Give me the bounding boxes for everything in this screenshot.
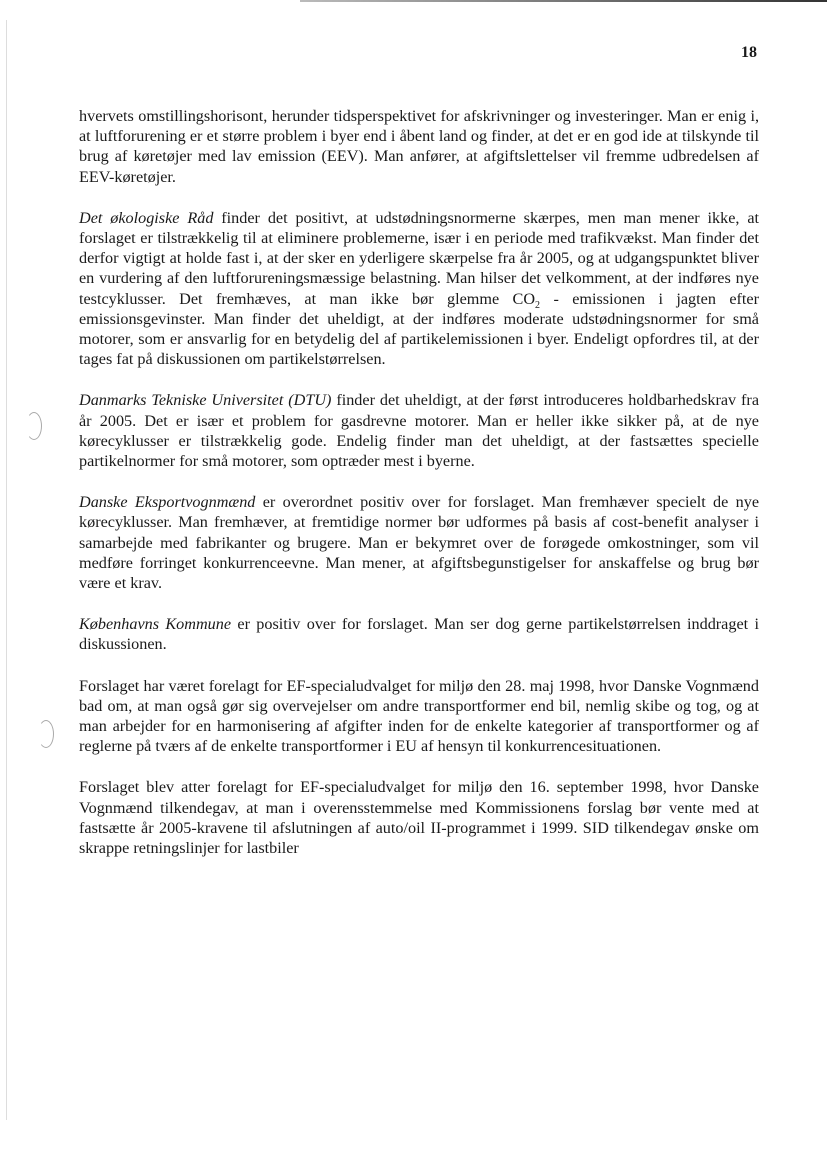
paragraph-specialudvalg-september [79, 777, 759, 858]
punch-hole-mark [26, 412, 42, 440]
paragraph-koebenhavns-kommune [79, 614, 759, 654]
organization-name: Danske Eksportvognmænd [79, 493, 256, 512]
paragraph-text: er positiv over for forslaget. Man ser dog gerne partikelstørrelsen inddraget i diskussionen. [79, 615, 759, 654]
document-body [79, 106, 759, 879]
left-scan-edge [6, 20, 7, 1120]
organization-name: Danmarks Tekniske Universitet (DTU) [79, 391, 332, 410]
top-scan-edge [300, 0, 827, 2]
organization-name: Det økologiske Råd [79, 208, 214, 227]
paragraph-text: hvervets omstillingshorisont, herunder tidsperspektivet for afskrivninger og investeringer. Man er enig i, at luftforurening er et større problem i byer end i åbent land og finder, at det er en god ide at tilskynde til brug af køretøjer med lav emission (EEV). Man anfører, at afgiftslettelser vil fremme udbredelsen af EEV-køretøjer. [79, 107, 759, 186]
page-number: 18 [741, 44, 757, 61]
paragraph-text: er overordnet positiv over for forslaget. Man fremhæver specielt de nye kørecyklusser. Man fremhæver, at fremtidige normer bør udformes på basis af cost-benefit analyser i samarbejde med fabrikanter og brugere. Man er bekymret over de forøgede omkostninger, som vil medføre forringet konkurrenceevne. Man mener, at afgiftsbegunstigelser for anskaffelse og brug bør være et krav. [79, 493, 760, 593]
paragraph-text: Forslaget har været forelagt for EF-specialudvalget for miljø den 28. maj 1998, hvor Danske Vognmænd bad om, at man også gør sig overvejelser om andre transportformer end bil, nemlig skibe og tog, og at man arbejder for en harmonisering af afgifter inden for de enkelte kategorier af transportformer og af reglerne på tværs af de enkelte transportformer i EU af hensyn til konkurrencesituationen. [79, 676, 759, 756]
paragraph-text: Forslaget blev atter forelagt for EF-specialudvalget for miljø den 16. september 1998, hvor Danske Vognmænd tilkendegav, at man i overensstemmelse med Kommissionens forslag bør vente med at fastsætte år 2005-kravene til afslutningen af auto/oil II-programmet i 1999. SID tilkendegav ønske om skrappe retningslinjer for lastbiler [79, 778, 759, 858]
organization-name: Københavns Kommune [79, 615, 232, 634]
paragraph-eksportvognmaend [79, 492, 759, 593]
punch-hole-mark [38, 720, 54, 748]
paragraph-text: finder det uheldigt, at der først introduceres holdbarhedskrav fra år 2005. Det er især et problem for gasdrevne motorer. Man er heller ikke sikker på, at de nye kørecyklusser er tilstrækkelig gode. Endelig finder man det uheldigt, at der fastsættes specielle partikelnormer for små motorer, som optræder mest i byerne. [79, 391, 760, 471]
subscript: 2 [535, 299, 541, 311]
paragraph-dtu [79, 390, 759, 471]
paragraph-text: - emissionen i jagten efter emissionsgevinster. Man finder det uheldigt, at der indføres moderate udstødningsnormer for små motorer, som er ansvarlig for en betydelig del af partikelemissionen i byer. Endeligt opfordres til, at der tages fat på diskussionen om partikelstørrelsen. [79, 289, 759, 369]
paragraph-continuation [79, 106, 759, 187]
paragraph-okologiske-raad [79, 208, 759, 370]
paragraph-text: finder det positivt, at udstødningsnormerne skærpes, men man mener ikke, at forslaget er tilstrækkelig til at eliminere problemerne, især i en periode med trafikvækst. Man finder det derfor vigtigt at holde fast i, at der sker en yderligere skærpelse fra år 2005, og at udgangspunktet bliver en vurdering af den luftforureningsmæssige belastning. Man hilser det velkomment, at der indføres nye testcyklusser. Det fremhæves, at man ikke bør glemme CO [79, 208, 759, 308]
paragraph-specialudvalg-maj [79, 676, 759, 757]
